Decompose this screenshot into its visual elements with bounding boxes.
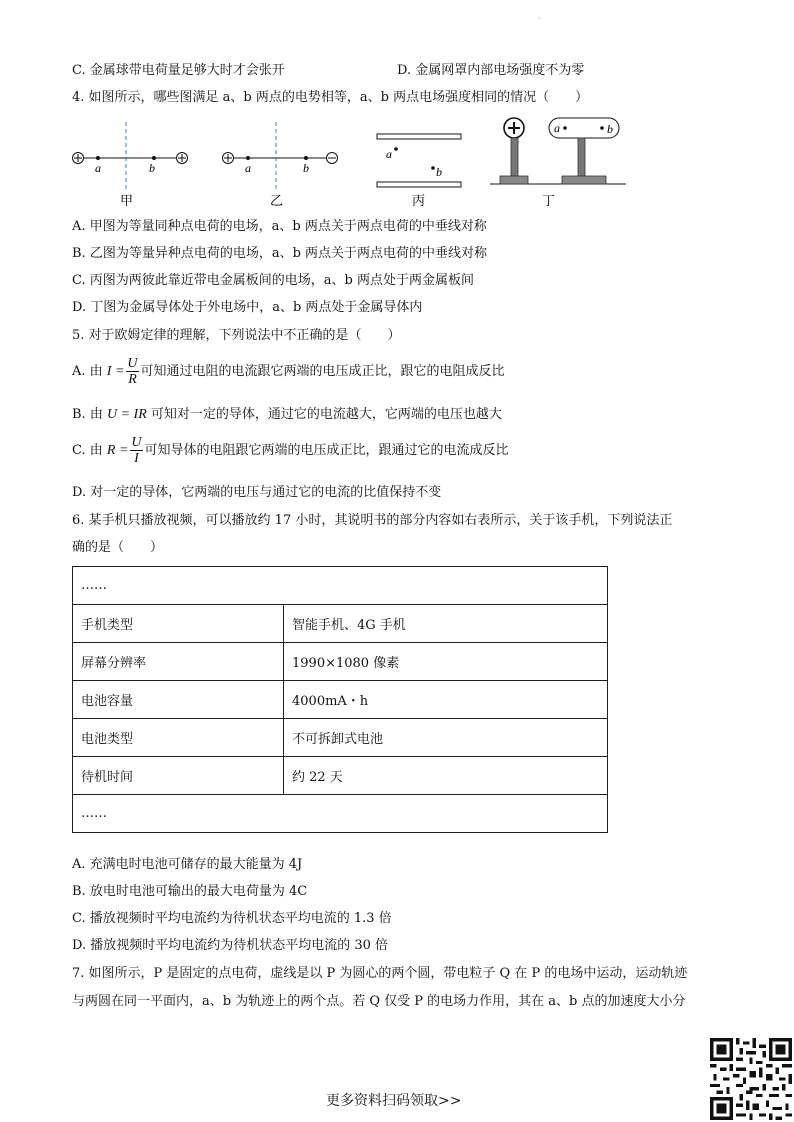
table-cell: 手机类型 bbox=[73, 605, 284, 643]
footer-text[interactable]: 更多资料扫码领取>> bbox=[326, 1093, 462, 1109]
table-cell: …… bbox=[73, 795, 608, 833]
page-mark: · bbox=[538, 14, 541, 23]
figure-jia bbox=[73, 122, 188, 209]
svg-text:a: a bbox=[245, 161, 251, 175]
q6-option-a: A. 充满电时电池可储存的最大能量为 4J bbox=[72, 857, 303, 872]
qr-code-icon[interactable] bbox=[710, 1038, 792, 1120]
label-b: b bbox=[149, 161, 155, 175]
q3-option-d: D. 金属网罩内部电场强度不为零 bbox=[397, 63, 585, 78]
q7-line2: 与两圆在同一平面内，a、b 为轨迹上的两个点。若 Q 仅受 P 的电场力作用，其在 a、b 点的加速度大小分 bbox=[72, 994, 686, 1009]
table-cell: 屏幕分辨率 bbox=[73, 643, 284, 681]
figure-ding bbox=[490, 118, 626, 209]
svg-text:b: b bbox=[303, 161, 309, 175]
table-row bbox=[73, 795, 608, 833]
q6-option-d: D. 播放视频时平均电流约为待机状态平均电流的 30 倍 bbox=[72, 938, 389, 953]
svg-text:b: b bbox=[436, 165, 442, 179]
label-ding: 丁 bbox=[542, 194, 556, 209]
q4-figures bbox=[60, 112, 640, 212]
q4-option-d: D. 丁图为金属导体处于外电场中，a、b 两点处于金属导体内 bbox=[72, 300, 423, 315]
table-cell: 约 22 天 bbox=[284, 757, 608, 795]
q6-option-b: B. 放电时电池可输出的最大电荷量为 4C bbox=[72, 884, 308, 899]
q4-stem: 4. 如图所示，哪些图满足 a、b 两点的电势相等，a、b 两点电场强度相同的情况（ ） bbox=[72, 90, 589, 105]
label-a: a bbox=[95, 161, 101, 175]
label-yi: 乙 bbox=[270, 194, 284, 209]
table-cell: 1990×1080 像素 bbox=[284, 643, 608, 681]
top-plate bbox=[377, 134, 461, 139]
q4-option-a: A. 甲图为等量同种点电荷的电场，a、b 两点关于两点电荷的中垂线对称 bbox=[72, 219, 487, 234]
table-cell: 4000mA・h bbox=[284, 681, 608, 719]
q4-option-c: C. 丙图为两彼此靠近带电金属板间的电场，a、b 两点处于两金属板间 bbox=[72, 273, 474, 288]
q6-stem-line1: 6. 某手机只播放视频，可以播放约 17 小时，其说明书的部分内容如右表所示，关于该手机，下列说法正 bbox=[72, 513, 673, 528]
table-cell: 待机时间 bbox=[73, 757, 284, 795]
q5-option-b: B. 由 U = IR 可知对一定的导体，通过它的电流越大，它两端的电压也越大 bbox=[72, 407, 502, 422]
table-row bbox=[73, 757, 608, 795]
table-cell: 智能手机、4G 手机 bbox=[284, 605, 608, 643]
table-cell: …… bbox=[73, 567, 608, 605]
q3-option-c: C. 金属球带电荷量足够大时才会张开 bbox=[72, 63, 285, 78]
q5-option-c: C. 由 R = $\frac{U}{I}$ 可知导体的电阻跟它两端的电压成正比，跟通过它的电流成反比 bbox=[72, 435, 509, 466]
svg-text:a: a bbox=[386, 147, 392, 161]
figure-bing bbox=[377, 134, 461, 209]
q7-line1: 7. 如图所示，P 是固定的点电荷，虚线是以 P 为圆心的两个圆，带电粒子 Q 在 P 的电场中运动，运动轨迹 bbox=[72, 966, 688, 981]
table-cell: 不可拆卸式电池 bbox=[284, 719, 608, 757]
table-row bbox=[73, 643, 608, 681]
table-row bbox=[73, 605, 608, 643]
table-cell: 电池容量 bbox=[73, 681, 284, 719]
spec-table bbox=[72, 566, 608, 833]
svg-text:b: b bbox=[607, 122, 613, 136]
table-row bbox=[73, 681, 608, 719]
table-cell: 电池类型 bbox=[73, 719, 284, 757]
label-bing: 丙 bbox=[412, 194, 426, 209]
bottom-plate bbox=[377, 182, 461, 187]
q6-option-c: C. 播放视频时平均电流约为待机状态平均电流的 1.3 倍 bbox=[72, 911, 392, 926]
table-row bbox=[73, 567, 608, 605]
svg-text:a: a bbox=[554, 121, 560, 135]
q5-stem: 5. 对于欧姆定律的理解，下列说法中不正确的是（ ） bbox=[72, 328, 401, 343]
q4-option-b: B. 乙图为等量异种点电荷的电场，a、b 两点关于两点电荷的中垂线对称 bbox=[72, 246, 488, 261]
q5-option-a: A. 由 I = $\frac{U}{R}$ 可知通过电阻的电流跟它两端的电压成正比，跟它的电阻成反比 bbox=[72, 356, 505, 387]
table-row bbox=[73, 719, 608, 757]
q5-option-d: D. 对一定的导体，它两端的电压与通过它的电流的比值保持不变 bbox=[72, 485, 442, 500]
label-jia: 甲 bbox=[120, 194, 134, 209]
figure-yi bbox=[223, 122, 338, 209]
q6-stem-line2: 确的是（ ） bbox=[72, 540, 164, 555]
